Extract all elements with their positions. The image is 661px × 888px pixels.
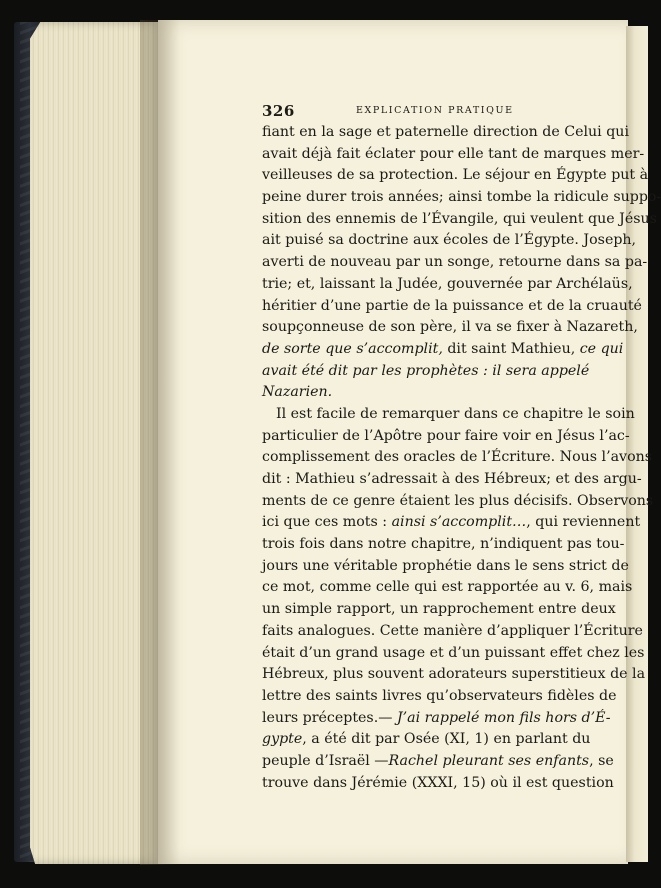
text-run: veilleuses de sa protection. Le séjour en Égypte put à	[262, 167, 649, 184]
text-run: soupçonneuse de son père, il va se fixer à Nazareth,	[262, 319, 638, 336]
text-line	[262, 165, 649, 187]
italic-text: Rachel pleurant ses enfants	[388, 752, 590, 769]
italic-text: Nazarien.	[262, 384, 333, 401]
italic-text: gypte	[262, 731, 303, 748]
text-line	[262, 512, 641, 534]
text-line	[262, 426, 630, 448]
text-line	[262, 361, 590, 383]
text-run: faits analogues. Cette manière d’appliquer l’Écriture	[262, 622, 643, 639]
text-line	[262, 599, 616, 621]
body-text	[262, 122, 661, 794]
text-line	[262, 751, 614, 773]
text-line	[262, 296, 642, 318]
text-run: peine durer trois années; ainsi tombe la ridicule suppo-	[262, 189, 661, 206]
text-run: particulier de l’Apôtre pour faire voir en Jésus l’ac-	[262, 427, 630, 444]
text-run: un simple rapport, un rapprochement entre deux	[262, 601, 616, 618]
text-run: avait déjà fait éclater pour elle tant de marques mer-	[262, 145, 645, 162]
text-line	[262, 729, 591, 751]
text-run: héritier d’une partie de la puissance et de la cruauté	[262, 297, 642, 314]
text-run: ce mot, comme celle qui est rapportée au v. 6, mais	[262, 579, 633, 596]
text-run: lettre des saints livres qu’observateurs fidèles de	[262, 687, 617, 704]
italic-text: de sorte que s’accomplit,	[262, 340, 443, 357]
text-run: Il est facile de remarquer dans ce chapitre le soin	[276, 405, 635, 422]
page-header	[262, 102, 582, 120]
text-line	[262, 664, 646, 686]
text-line	[262, 209, 657, 231]
text-run: ments de ce genre étaient les plus décisifs. Observons	[262, 492, 654, 509]
text-run: Hébreux, plus souvent adorateurs superstitieux de la	[262, 666, 646, 683]
italic-text: ce qui	[579, 340, 624, 357]
text-run: , a été dit par Osée (XI, 1) en parlant du	[302, 731, 591, 748]
text-line	[262, 252, 648, 274]
text-line	[262, 621, 643, 643]
text-line	[262, 708, 611, 730]
text-line	[262, 274, 633, 296]
running-head: EXPLICATION PRATIQUE	[356, 105, 514, 116]
italic-text: J’ai rappelé mon fils hors d’É-	[396, 709, 611, 726]
text-run: dit saint Mathieu,	[442, 340, 580, 357]
text-line	[262, 404, 635, 426]
text-run: ait puisé sa doctrine aux écoles de l’Égypte. Joseph,	[262, 232, 637, 249]
text-line	[262, 556, 629, 578]
gutter-shadow	[140, 20, 180, 865]
text-run: dit : Mathieu s’adressait à des Hébreux; et des argu-	[262, 471, 642, 487]
text-line	[262, 491, 654, 513]
text-line	[262, 230, 637, 252]
text-line	[262, 447, 653, 469]
text-run: jours une véritable prophétie dans le sens strict de	[262, 557, 629, 574]
text-run: , se	[589, 752, 614, 769]
italic-text: avait été dit par les prophètes : il sera appelé	[262, 362, 590, 379]
text-line	[262, 469, 642, 491]
page-number: 326	[262, 102, 295, 120]
text-run: peuple d’Israël —	[262, 752, 389, 769]
text-run: averti de nouveau par un songe, retourne dans sa pa-	[262, 254, 648, 271]
text-line	[262, 144, 645, 166]
text-run: ici que ces mots :	[262, 514, 392, 531]
text-run: fiant en la sage et paternelle direction de Celui qui	[262, 124, 629, 140]
text-line	[262, 643, 645, 665]
text-run: trie; et, laissant la Judée, gouvernée par Archélaüs,	[262, 275, 633, 292]
text-line	[262, 534, 625, 556]
text-run: leurs préceptes.—	[262, 709, 397, 726]
text-run: , qui reviennent	[526, 514, 641, 531]
text-run: était d’un grand usage et d’un puissant effet chez les	[262, 644, 645, 661]
text-run: sition des ennemis de l’Évangile, qui veulent que Jésus	[262, 210, 657, 227]
text-line	[262, 686, 617, 708]
text-run: trouve dans Jérémie (XXXI, 15) où il est question	[262, 774, 614, 791]
italic-text: ainsi s’accomplit…	[391, 514, 527, 531]
text-line	[262, 339, 624, 361]
text-line	[262, 577, 633, 599]
text-line	[262, 122, 629, 144]
text-line	[262, 773, 614, 795]
text-line	[262, 187, 661, 209]
text-run: complissement des oracles de l’Écriture. Nous l’avons	[262, 449, 653, 466]
text-line	[262, 382, 583, 404]
text-line	[262, 317, 638, 339]
text-run: trois fois dans notre chapitre, n’indiquent pas tou-	[262, 536, 625, 553]
